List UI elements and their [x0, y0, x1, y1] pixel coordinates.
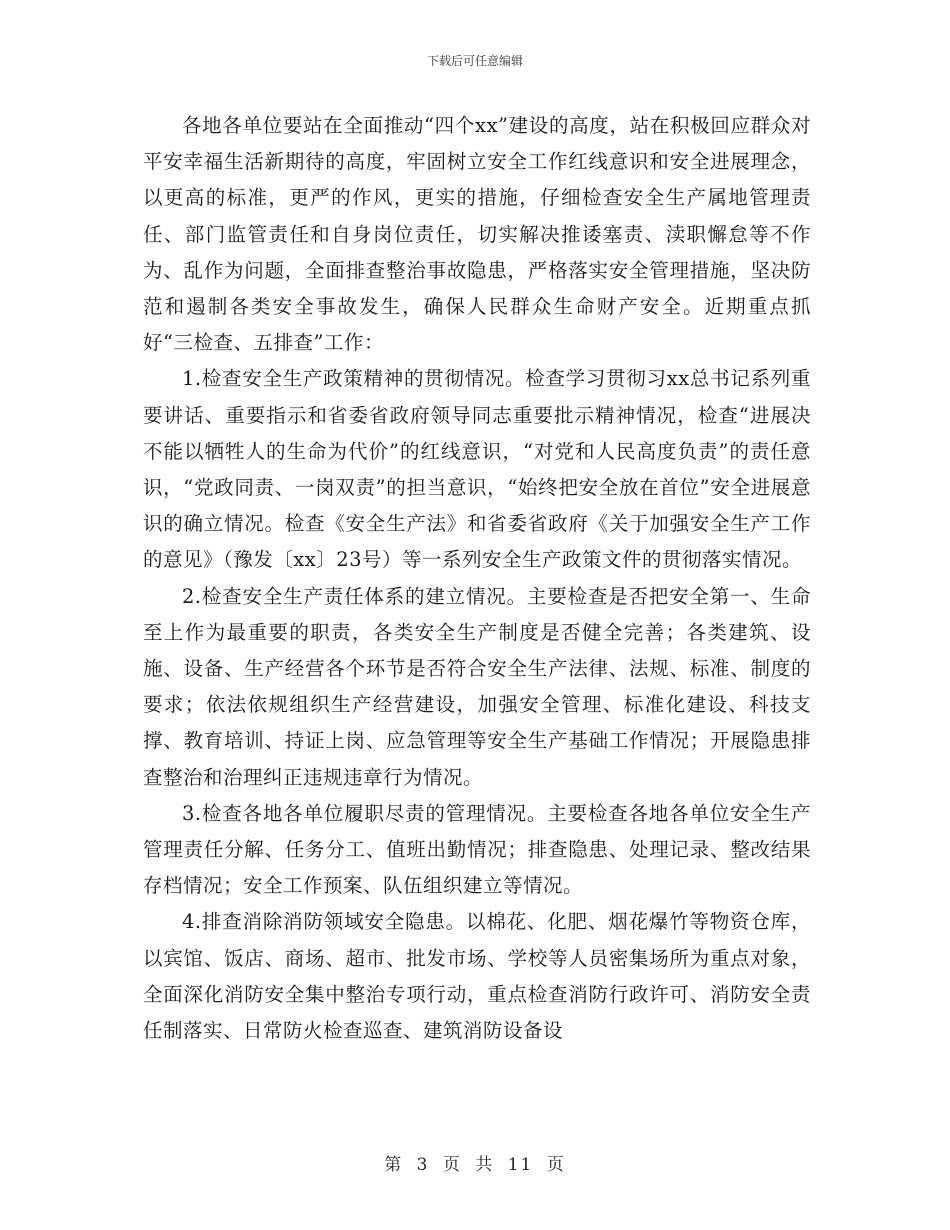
paragraph-item-2: 2.检查安全生产责任体系的建立情况。主要检查是否把安全第一、生命至上作为最重要的职责，各类安全生产制度是否健全完善；各类建筑、设施、设备、生产经营各个环节是否符合安全生产法律、法规、标准、制度的要求；依法依规组织生产经营建设，加强安全管理、标准化建设、科技支撑、教育培训、持证上岗、应急管理等安全生产基础工作情况；开展隐患排查整治和治理纠正违规违章行为情况。 — [143, 584, 811, 789]
paragraph-item-1: 1.检查安全生产政策精神的贯彻情况。检查学习贯彻习xx总书记系列重要讲话、重要指示和省委省政府领导同志重要批示精神情况，检查“进展决不能以牺牲人的生命为代价”的红线意识，“对党和人民高度负责”的责任意识，“党政同责、一岗双责”的担当意识，“始终把安全放在首位”安全进展意识的确立情况。检查《安全生产法》和省委省政府《关于加强安全生产工作的意见》（豫发〔xx〕23号）等一系列安全生产政策文件的贯彻落实情况。 — [143, 367, 811, 572]
header-note: 下载后可任意编辑 — [426, 54, 523, 68]
paragraph-intro: 各地各单位要站在全面推动“四个xx”建设的高度，站在积极回应群众对平安幸福生活新期待的高度，牢固树立安全工作红线意识和安全进展理念，以更高的标准，更严的作风，更实的措施，仔细检查安全生产属地管理责任、部门监管责任和自身岗位责任，切实解决推诿塞责、渎职懈怠等不作为、乱作为问题，全面排查整治事故隐患，严格落实安全管理措施，坚决防范和遏制各类安全事故发生，确保人民群众生命财产安全。近期重点抓好“三检查、五排查”工作： — [143, 114, 811, 355]
paragraph-item-4: 4.排查消除消防领域安全隐患。以棉花、化肥、烟花爆竹等物资仓库，以宾馆、饭店、商场、超市、批发市场、学校等人员密集场所为重点对象，全面深化消防安全集中整治专项行动，重点检查消防行政许可、消防安全责任制落实、日常防火检查巡查、建筑消防设备设 — [143, 910, 811, 1043]
page-number: 第 3 页 共 11 页 — [384, 1155, 566, 1175]
paragraph-item-3: 3.检查各地各单位履职尽责的管理情况。主要检查各地各单位安全生产管理责任分解、任务分工、值班出勤情况；排查隐患、处理记录、整改结果存档情况；安全工作预案、队伍组织建立等情况。 — [143, 801, 811, 898]
document-body — [143, 108, 811, 1049]
